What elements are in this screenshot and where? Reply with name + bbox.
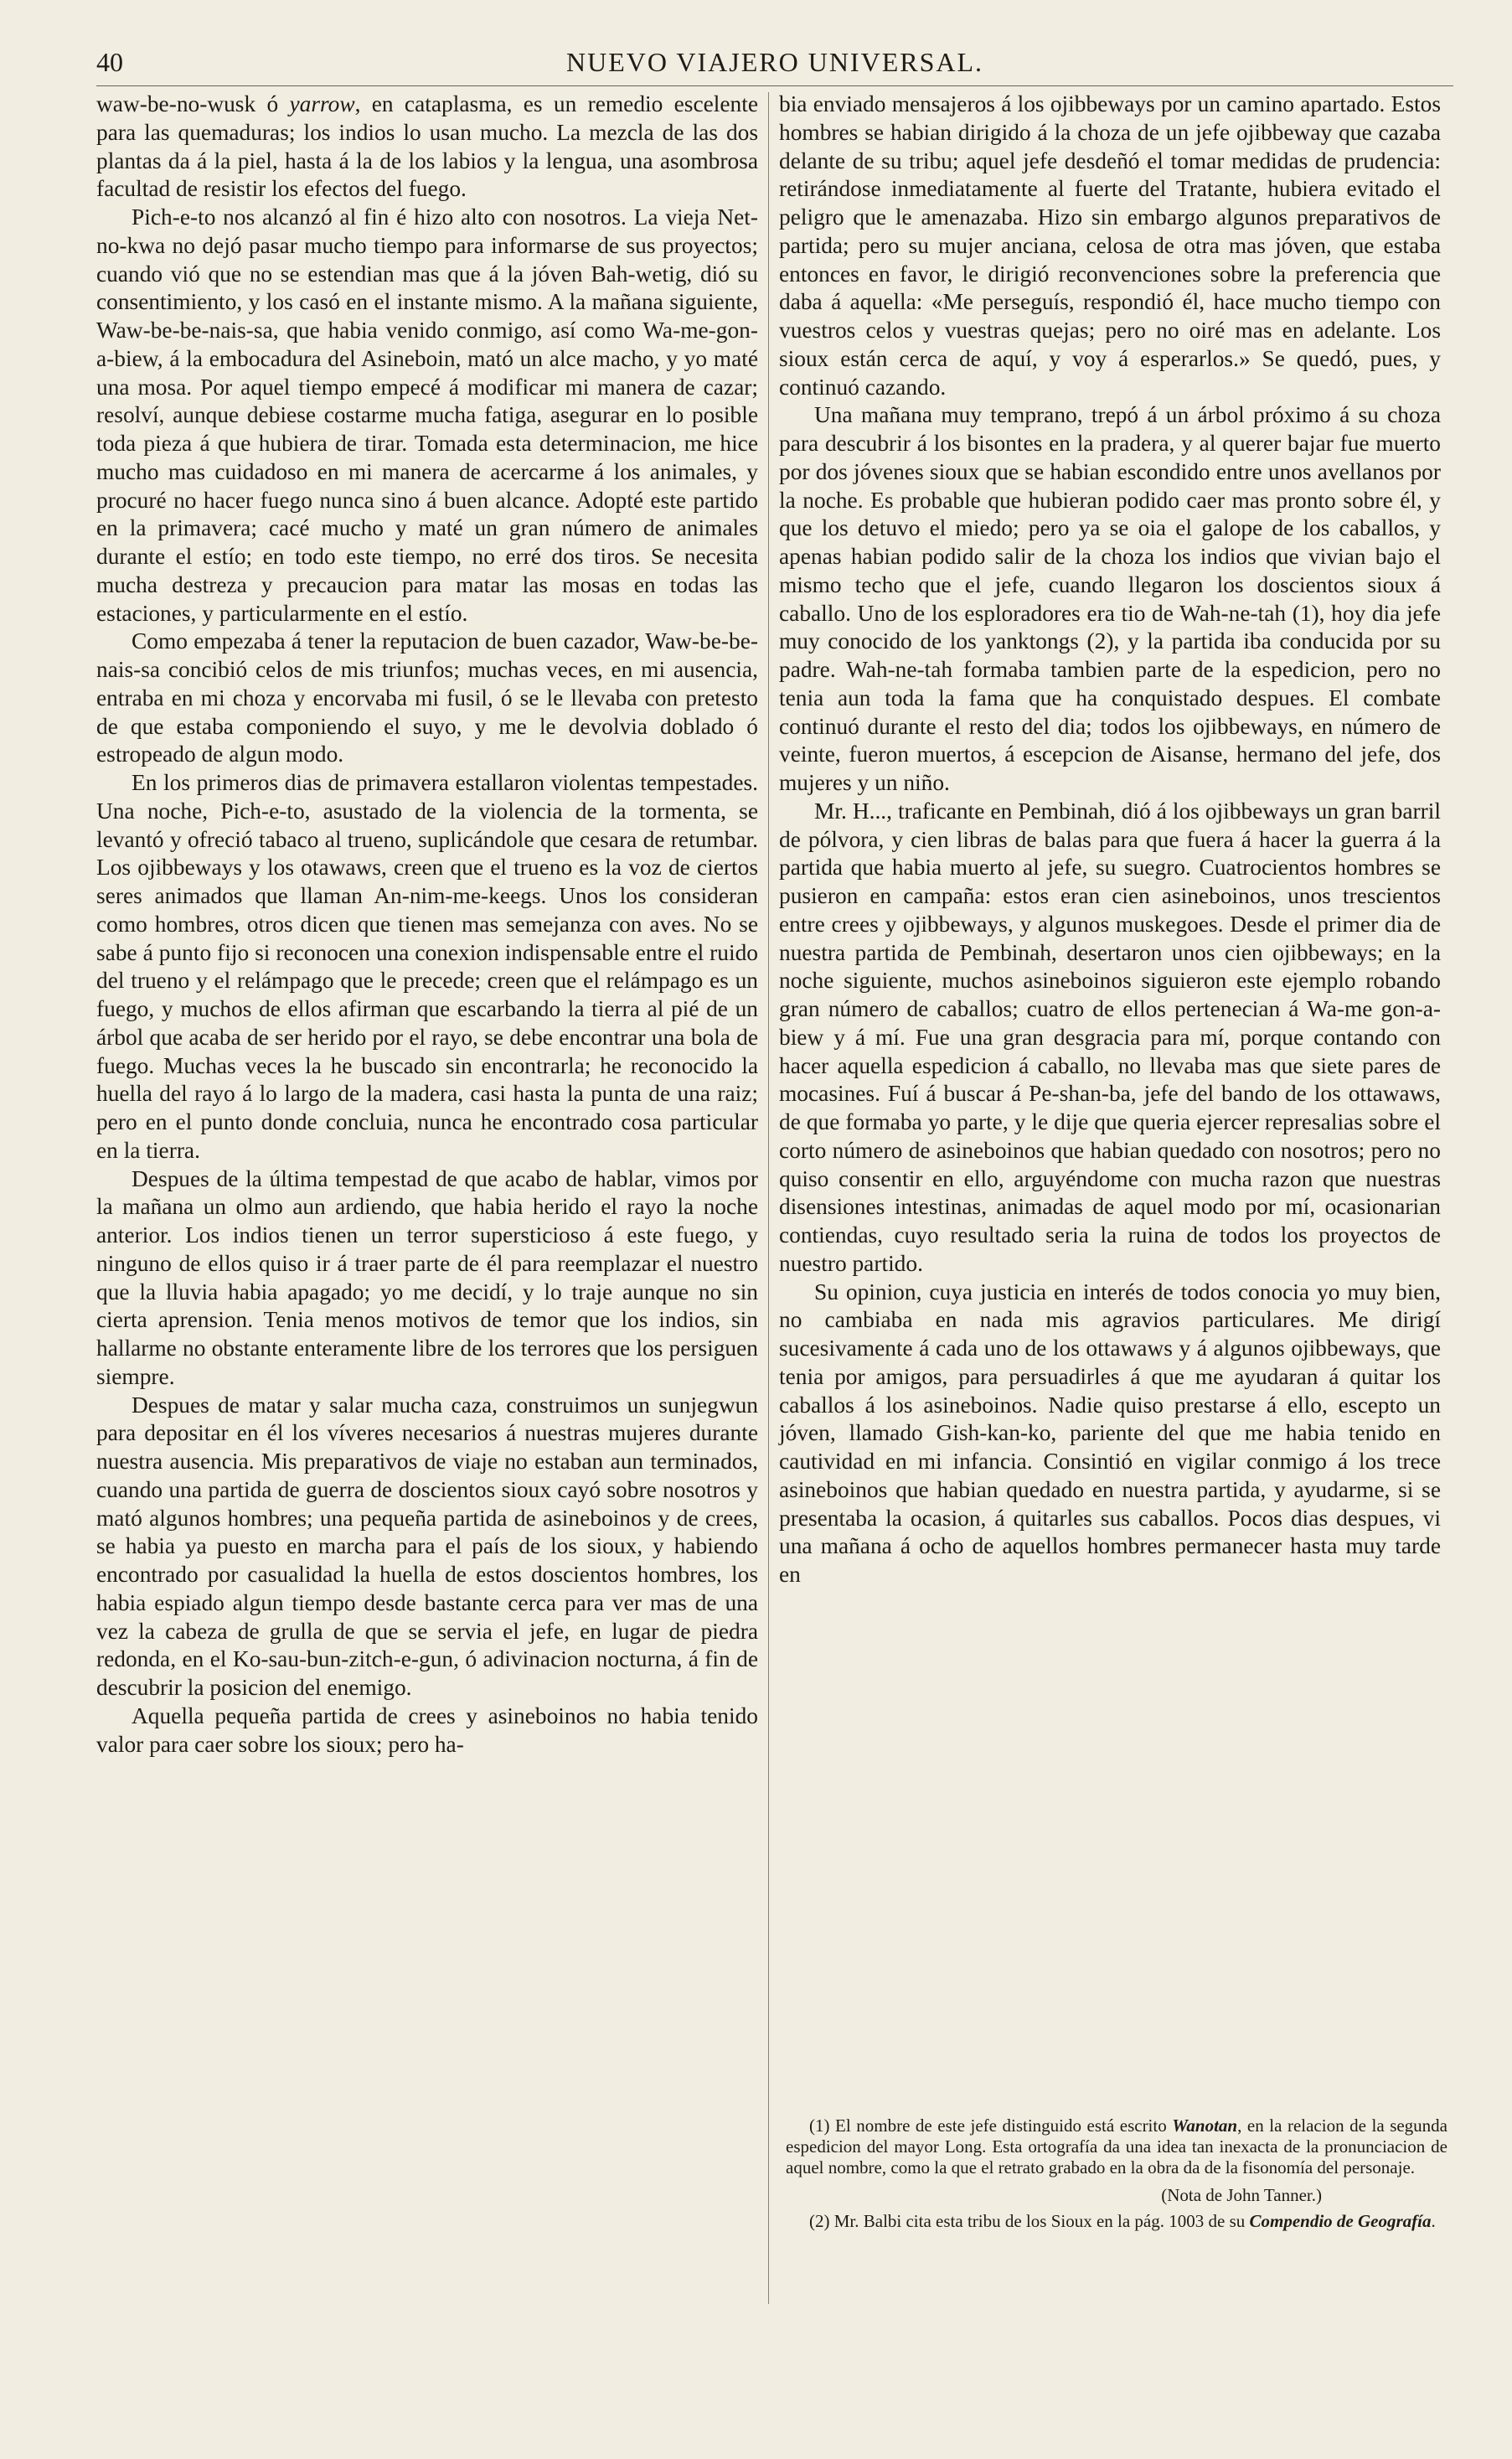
italic-term: Wanotan — [1172, 2115, 1238, 2136]
text-run: . — [1431, 2211, 1436, 2231]
paragraph: Como empezaba á tener la reputacion de buen cazador, Waw-be-be-nais-sa concibió celos de mis triunfos; muchas veces, en mi ausencia, entraba en mi choza y encorvaba mi fusil, ó se le llevaba con pretesto de que estaba componiendo el suyo, y me le devolvia doblado ó estropeado de algun modo. — [96, 628, 758, 767]
header-rule — [96, 85, 1453, 86]
paragraph: En los primeros dias de primavera estallaron violentas tempestades. Una noche, Pich-e-to, asustado de la violencia de la tormenta, se levantó y ofreció tabaco al trueno, suplicándole que cesara de retumbar. Los ojibbeways y los otawaws, creen que el trueno es la voz de ciertos seres animados que llaman An-nim-me-keegs. Unos los consideran como hombres, otros dicen que tienen mas semejanza con aves. No se sabe á punto fijo si reconocen una conexion indispensable entre el ruido del trueno y el relámpago que le precede; creen que el relámpago es un fuego, y muchos de ellos afirman que escarbando la tierra al pié de un árbol que acaba de ser herido por el rayo, se debe encontrar una bola de fuego. Muchas veces la he buscado sin encontrarla; he reconocido la huella del rayo á lo largo de la madera, casi hasta la punta de una raiz; pero en el punto donde concluia, nunca he encontrado cosa particular en la tierra. — [96, 770, 758, 1163]
footnote-signature: (Nota de John Tanner.) — [1161, 2185, 1322, 2205]
italic-term: yarrow — [289, 91, 355, 116]
paragraph: bia enviado mensajeros á los ojibbeways por un camino apartado. Estos hombres se habian dirigido á la choza de un jefe ojibbeway que cazaba delante de su tribu; aquel jefe desdeñó el tomar medidas de prudencia: retirándose inmediatamente al fuerte del Tratante, hubiera evitado el peligro que le amenazaba. Hizo sin embargo algunos preparativos de partida; pero su mujer anciana, celosa de otra mas jóven, que estaba entonces en favor, le dirigió reconvenciones sobre la preferencia que daba á aquella: «Me perseguís, respondió él, hace mucho tiempo con vuestros celos y vuestras quejas; pero no oiré mas en adelante. Los sioux están cerca de aquí, y voy á esperarlos.» Se quedó, pues, y continuó cazando. — [779, 91, 1441, 400]
paragraph: Despues de la última tempestad de que acabo de hablar, vimos por la mañana un olmo aun ardiendo, que habia herido el rayo la noche anterior. Los indios tienen un terror supersticioso á este fuego, y ninguno de ellos quiso ir á traer parte de él para reemplazar el nuestro que la lluvia habia apagado; yo me decidí, y lo traje aunque no sin cierta aprension. Tenia menos motivos de temor que los indios, sin hallarme no obstante enteramente libre de los terrores que los persiguen siempre. — [96, 1165, 758, 1389]
paragraph: Una mañana muy temprano, trepó á un árbol próximo á su choza para descubrir á los bisontes en la pradera, y al querer bajar fue muerto por dos jóvenes sioux que se habian escondido entre unos avellanos por la noche. Es probable que hubieran podido caer mas pronto sobre él, y que los detuvo el miedo; pero ya se oia el galope de los caballos, y apenas habian podido salir de la choza los indios que vivian bajo el mismo techo que el jefe, cuando llegaron los doscientos sioux á caballo. Uno de los esploradores era tio de Wah-ne-tah (1), hoy dia jefe muy conocido de los yanktongs (2), y la partida iba conducida por su padre. Wah-ne-tah formaba tambien parte de la espedicion, pero no tenia aun toda la fama que ha conquistado despues. El combate continuó durante el resto del dia; todos los ojibbeways, en número de veinte, fueron muertos, á escepcion de Aisanse, hermano del jefe, dos mujeres y un niño. — [779, 402, 1441, 795]
text-run: (2) Mr. Balbi cita esta tribu de los Sioux en la pág. 1003 de su — [809, 2211, 1250, 2231]
running-title: NUEVO VIAJERO UNIVERSAL. — [565, 47, 984, 77]
paragraph: Pich-e-to nos alcanzó al fin é hizo alto con nosotros. La vieja Net-no-kwa no dejó pasar mucho tiempo para informarse de sus proyectos; cuando vió que no se estendian mas que á la jóven Bah-wetig, dió su consentimiento, y los casó en el instante mismo. A la mañana siguiente, Waw-be-be-nais-sa, que habia venido conmigo, así como Wa-me-gon-a-biew, á la embocadura del Asineboin, mató un alce macho, y yo maté una mosa. Por aquel tiempo empecé á modificar mi manera de cazar; resolví, aunque debiese costarme mucha fatiga, asegurar en lo posible toda pieza á que hubiera de tirar. Tomada esta determinacion, me hice mucho mas cuidadoso en mi manera de acercarme á los animales, y procuré no hacer fuego nunca sino á buen alcance. Adopté este partido en la primavera; cacé mucho y maté un gran número de animales durante el estío; en todo este tiempo, no erré dos tiros. Se necesita mucha destreza y precaucion para matar las mosas en todas las estaciones, y particularmente en el estío. — [96, 204, 758, 626]
column-divider — [768, 92, 769, 2304]
right-column — [779, 90, 1441, 2122]
paragraph: Despues de matar y salar mucha caza, construimos un sunjegwun para depositar en él los víveres necesarios á nuestras mujeres durante nuestra ausencia. Mis preparativos de viaje no estaban aun terminados, cuando una partida de guerra de doscientos sioux cayó sobre nosotros y mató algunos hombres; una pequeña partida de asineboinos y de crees, se habia ya puesto en marcha para el país de los sioux, y habiendo encontrado por casualidad la huella de estos doscientos hombres, los habia espiado algun tiempo desde bastante cerca para ver mas de una vez la cabeza de grulla de que se servia el jefe, en lugar de piedra redonda, en el Ko-sau-bun-zitch-e-gun, ó adivinacion nocturna, á fin de descubrir la posicion del enemigo. — [96, 1392, 758, 1700]
paragraph: Mr. H..., traficante en Pembinah, dió á los ojibbeways un gran barril de pólvora, y cien libras de balas para que fuera á hacer la guerra á la partida que habia muerto al jefe, su suegro. Cuatrocientos hombres se pusieron en campaña: estos eran cien asineboinos, unos trescientos entre crees y ojibbeways, y algunos muskegoes. Desde el primer dia de nuestra partida de Pembinah, desertaron unos cien ojibbeways; en la noche siguiente, muchos asineboinos siguieron este ejemplo robando gran número de caballos; cuatro de ellos pertenecian á Wa-me gon-a-biew y á mí. Fue una gran desgracia para mí, porque contando con hacer aquella espedicion á caballo, no llevaba mas que siete pares de mocasines. Fuí á buscar á Pe-shan-ba, jefe del bando de los ottawaws, de que formaba yo parte, y le dije que queria ejercer represalias sobre el corto número de asineboinos que habian quedado con nosotros; pero no quiso consentir en ello, arguyéndome con mucha razon que nuestras disensiones intestinas, animadas de aquel modo por mí, ocasionarian contiendas, cuyo resultado seria la ruina de todos los proyectos de nuestro partido. — [779, 798, 1441, 1276]
italic-title: Compendio de Geografía — [1249, 2211, 1432, 2231]
text-run: , en cataplasma, es un remedio escelente para las quemaduras; los indios lo usan mucho. La mezcla de las dos plantas da á la piel, hasta á la de los labios y la lengua, una asombrosa facultad de resistir los efectos del fuego. — [96, 91, 758, 202]
paragraph — [96, 90, 758, 204]
left-column — [96, 90, 758, 2298]
text-run: , en la relacion de la segunda espedicion del mayor Long. Esta ortografía da una idea tan inexacta de la pronunciacion de aquel nombre, como la que el retrato grabado en la obra da de la fisonomía del personaje. — [786, 2115, 1448, 2177]
page-number: 40 — [96, 47, 123, 77]
paragraph: Su opinion, cuya justicia en interés de todos conocia yo muy bien, no cambiaba en nada mis agravios particulares. Me dirigí sucesivamente á cada uno de los ottawaws y á algunos ojibbeways, que tenia por amigos, para persuadirles á que me ayudaran á quitar los caballos á los asineboinos. Nadie quiso prestarse á ello, escepto un jóven, llamado Gish-kan-ko, pariente del que me habia tenido en cautividad en mi infancia. Consintió en vigilar conmigo á los trece asineboinos que habian quedado en nuestra partida, y ayudarme, si se presentaba la ocasion, á quitarles sus caballos. Pocos dias despues, vi una mañana á ocho de aquellos hombres permanecer hasta muy tarde en — [779, 1279, 1441, 1587]
footnotes — [786, 2115, 1447, 2237]
paragraph: Aquella pequeña partida de crees y asineboinos no habia tenido valor para caer sobre los sioux; pero ha- — [96, 1702, 758, 1757]
text-run: (1) El nombre de este jefe distinguido está escrito — [809, 2115, 1173, 2136]
page-header — [96, 44, 1453, 84]
footnote-2 — [786, 2211, 1447, 2232]
text-run: waw-be-no-wusk ó — [96, 91, 290, 116]
footnote-1 — [786, 2115, 1447, 2178]
